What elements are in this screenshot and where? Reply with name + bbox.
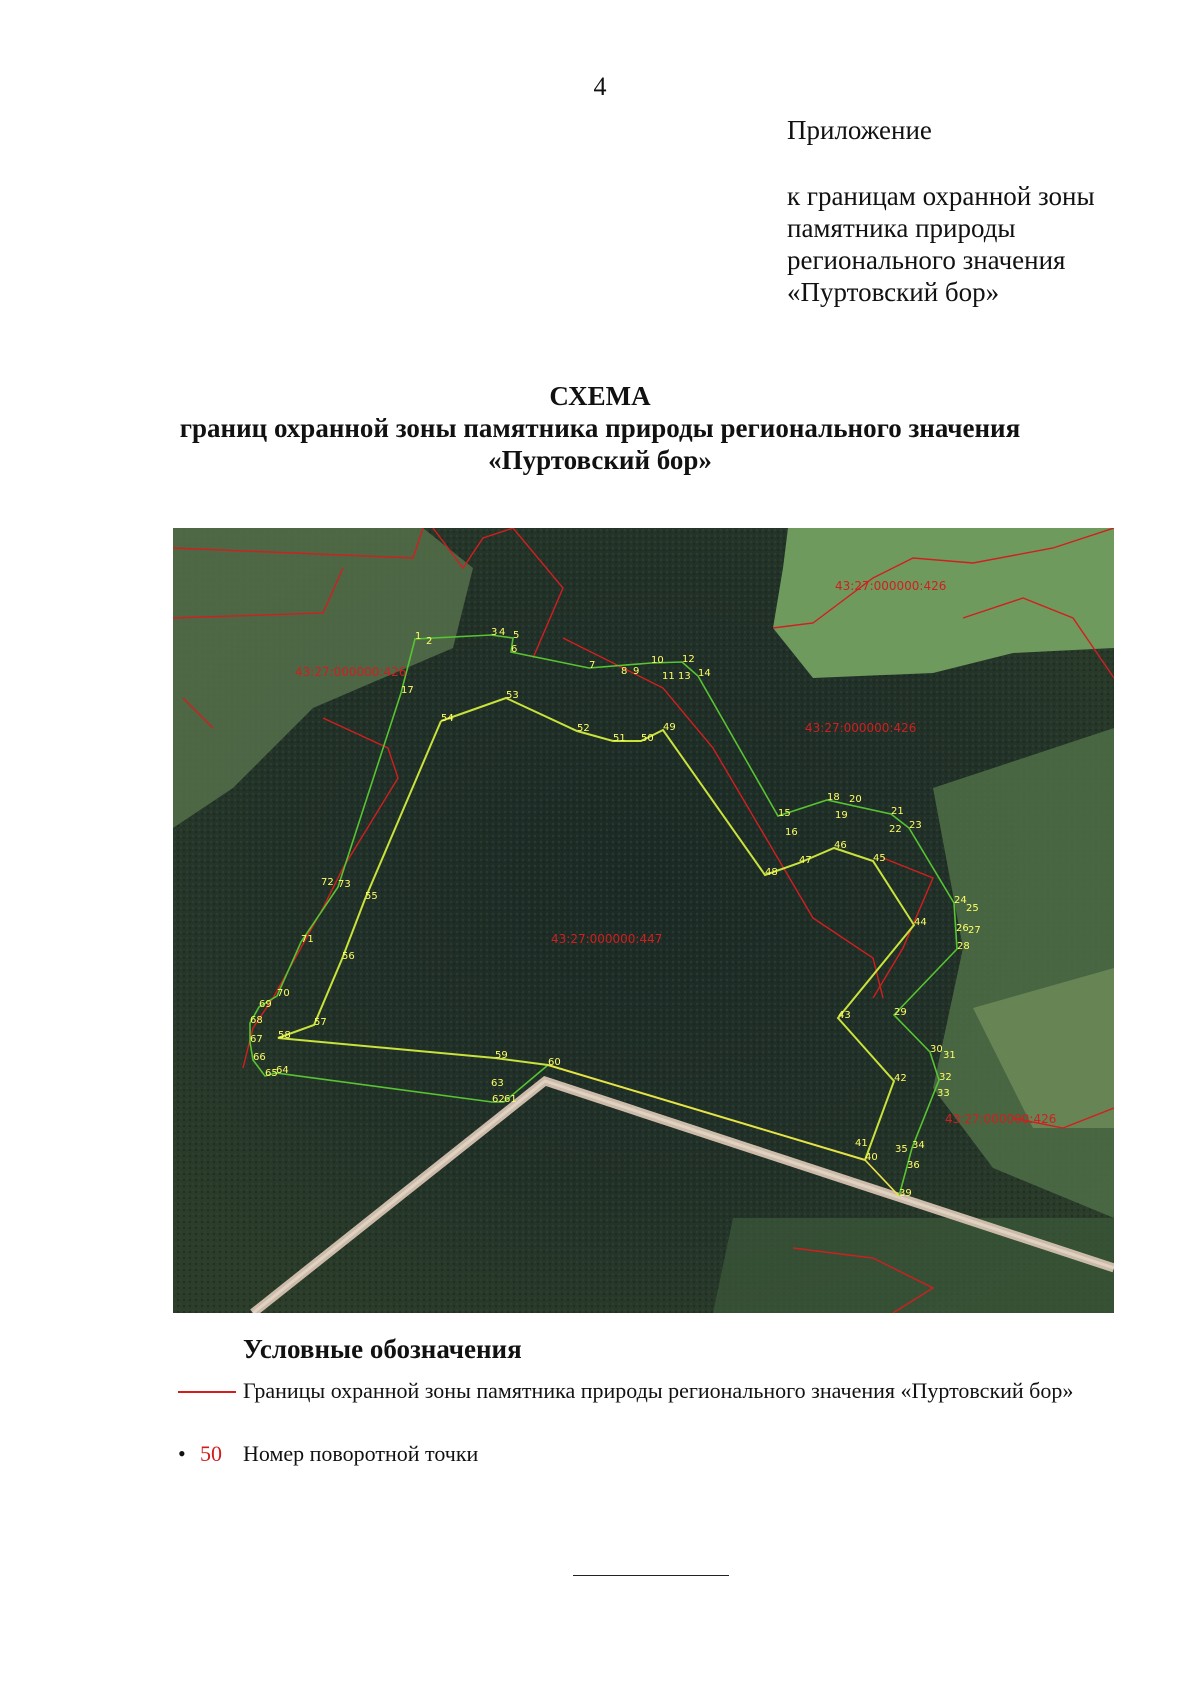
turning-point-22: 22: [889, 824, 902, 835]
turning-point-63: 63: [491, 1078, 504, 1089]
turning-point-24: 24: [954, 895, 967, 906]
page-number: 4: [593, 72, 607, 101]
turning-point-11: 11: [662, 671, 675, 682]
annex-block: [787, 114, 1095, 308]
document-heading: [0, 380, 1200, 476]
turning-point-5: 5: [513, 630, 520, 641]
annex-line: регионального значения: [787, 245, 1066, 275]
turning-point-42: 42: [894, 1073, 907, 1084]
turning-point-23: 23: [909, 820, 922, 831]
turning-point-35: 35: [895, 1144, 908, 1155]
turning-point-10: 10: [651, 655, 664, 666]
turning-point-14: 14: [698, 668, 711, 679]
cadastral-label: 43:27:000000:426: [835, 579, 947, 593]
legend-boundary-text: Границы охранной зоны памятника природы регионального значения «Пуртовский бор»: [243, 1378, 1074, 1403]
turning-point-66: 66: [253, 1052, 266, 1063]
bottom-rule: [573, 1575, 729, 1576]
turning-point-7: 7: [589, 660, 596, 671]
turning-point-49: 49: [663, 722, 676, 733]
heading-line-3: «Пуртовский бор»: [488, 445, 712, 475]
turning-point-67: 67: [250, 1034, 263, 1045]
turning-point-48: 48: [765, 867, 778, 878]
turning-point-17: 17: [401, 685, 414, 696]
turning-point-47: 47: [799, 855, 812, 866]
turning-point-46: 46: [834, 840, 847, 851]
turning-point-56: 56: [342, 951, 355, 962]
turning-point-27: 27: [968, 925, 981, 936]
turning-point-60: 60: [548, 1057, 561, 1068]
legend-bullet: •: [178, 1441, 186, 1466]
satellite-map: [173, 528, 1114, 1313]
turning-point-18: 18: [827, 792, 840, 803]
annex-line: «Пуртовский бор»: [787, 277, 1000, 307]
turning-point-30: 30: [930, 1044, 943, 1055]
cadastral-label: 43:27:000000:447: [551, 932, 663, 946]
turning-point-34: 34: [912, 1140, 925, 1151]
heading-line-2: границ охранной зоны памятника природы регионального значения: [179, 413, 1021, 443]
heading-line-1: СХЕМА: [549, 381, 651, 411]
annex-line: памятника природы: [787, 213, 1016, 243]
turning-point-40: 40: [865, 1152, 878, 1163]
turning-point-36: 36: [907, 1160, 920, 1171]
turning-point-26: 26: [956, 923, 969, 934]
turning-point-70: 70: [277, 988, 290, 999]
cadastral-label: 43:27:000000:426: [805, 721, 917, 735]
turning-point-72: 72: [321, 877, 334, 888]
turning-point-64: 64: [276, 1065, 289, 1076]
turning-point-50: 50: [641, 733, 654, 744]
turning-point-69: 69: [259, 999, 272, 1010]
turning-point-53: 53: [506, 690, 519, 701]
turning-point-39: 39: [899, 1188, 912, 1199]
turning-point-44: 44: [914, 917, 927, 928]
annex-title: Приложение: [787, 115, 932, 145]
turning-point-9: 9: [633, 666, 640, 677]
turning-point-59: 59: [495, 1050, 508, 1061]
cadastral-label: 43:27:000000:426: [295, 665, 407, 679]
legend-boundary-line: [178, 1391, 236, 1393]
turning-point-2: 2: [426, 636, 433, 647]
turning-point-43: 43: [838, 1010, 851, 1021]
turning-point-33: 33: [937, 1088, 950, 1099]
turning-point-31: 31: [943, 1050, 956, 1061]
turning-point-16: 16: [785, 827, 798, 838]
turning-point-12: 12: [682, 654, 695, 665]
turning-point-6: 6: [511, 644, 518, 655]
turning-point-62: 62: [492, 1094, 505, 1105]
turning-point-65: 65: [265, 1068, 278, 1079]
turning-point-71: 71: [301, 934, 314, 945]
turning-point-19: 19: [835, 810, 848, 821]
turning-point-41: 41: [855, 1138, 868, 1149]
field-bottom-right: [713, 1218, 1114, 1313]
map-canvas: [173, 528, 1114, 1313]
turning-point-3: 3: [491, 627, 498, 638]
turning-point-68: 68: [250, 1015, 263, 1026]
turning-point-15: 15: [778, 808, 791, 819]
annex-line: к границам охранной зоны: [787, 181, 1095, 211]
turning-point-58: 58: [278, 1030, 291, 1041]
turning-point-13: 13: [678, 671, 691, 682]
turning-point-57: 57: [314, 1017, 327, 1028]
turning-point-32: 32: [939, 1072, 952, 1083]
turning-point-4: 4: [499, 627, 506, 638]
turning-point-8: 8: [621, 666, 628, 677]
turning-point-29: 29: [894, 1007, 907, 1018]
turning-point-28: 28: [957, 941, 970, 952]
turning-point-21: 21: [891, 806, 904, 817]
turning-point-1: 1: [415, 631, 422, 642]
turning-point-45: 45: [873, 853, 886, 864]
legend-title: Условные обозначения: [243, 1334, 522, 1364]
legend-point-number: 50: [200, 1441, 222, 1466]
cadastral-label: 43:27:000000:426: [945, 1112, 1057, 1126]
turning-point-51: 51: [613, 733, 626, 744]
turning-point-52: 52: [577, 723, 590, 734]
turning-point-20: 20: [849, 794, 862, 805]
turning-point-61: 61: [504, 1094, 517, 1105]
legend-point-text: Номер поворотной точки: [243, 1441, 479, 1466]
turning-point-55: 55: [365, 891, 378, 902]
turning-point-73: 73: [338, 879, 351, 890]
turning-point-25: 25: [966, 903, 979, 914]
turning-point-54: 54: [441, 713, 454, 724]
